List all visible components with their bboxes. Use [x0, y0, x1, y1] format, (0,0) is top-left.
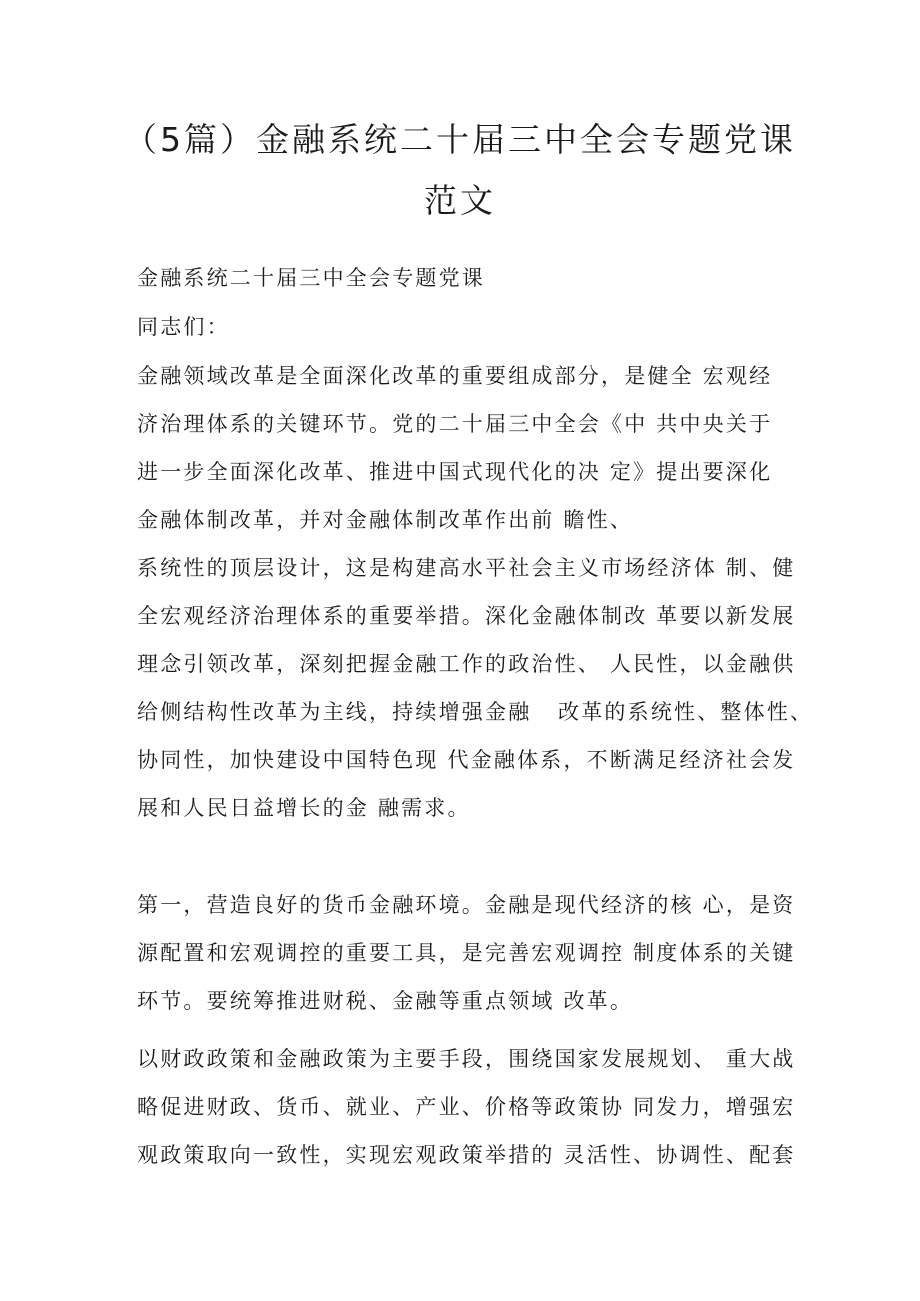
paragraph-3-line-2: 略促进财政、货币、就业、产业、价格等政策协 同发力，增强宏	[137, 1095, 796, 1119]
paragraph-1-line-10: 展和人民日益增长的金 融需求。	[137, 796, 471, 820]
paragraph-3-line-1: 以财政政策和金融政策为主要手段，围绕国家发展规划、 重大战	[137, 1047, 796, 1071]
paragraph-1-line-6: 全宏观经济治理体系的重要举措。深化金融体制改 革要以新发展	[137, 604, 796, 628]
paragraph-1-line-3: 进一步全面深化改革、推进中国式现代化的决 定》提出要深化	[137, 460, 773, 484]
document-subtitle: 金融系统二十届三中全会专题党课	[137, 266, 485, 290]
paragraph-2-line-1: 第一，营造良好的货币金融环境。金融是现代经济的核 心，是资	[137, 893, 796, 917]
paragraph-1-line-1: 金融领域改革是全面深化改革的重要组成部分，是健全 宏观经	[137, 364, 773, 388]
paragraph-3-line-3: 观政策取向一致性，实现宏观政策举措的 灵活性、协调性、配套	[137, 1143, 796, 1167]
paragraph-1-line-7: 理念引领改革，深刻把握金融工作的政治性、 人民性，以金融供	[137, 652, 796, 676]
paragraph-1-line-2: 济治理体系的关键环节。党的二十届三中全会《中 共中央关于	[137, 412, 773, 436]
paragraph-2-line-2: 源配置和宏观调控的重要工具，是完善宏观调控 制度体系的关键	[137, 941, 796, 965]
paragraph-1-line-4: 金融体制改革，并对金融体制改革作出前 瞻性、	[137, 508, 634, 532]
paragraph-1-line-8: 给侧结构性改革为主线，持续增强金融 改革的系统性、整体性、	[137, 700, 814, 724]
greeting: 同志们：	[137, 315, 230, 339]
document-title-line-1: （5篇）金融系统二十届三中全会专题党课	[124, 120, 796, 159]
paragraph-1-line-5: 系统性的顶层设计，这是构建高水平社会主义市场经济体 制、健	[137, 556, 796, 580]
document-title-line-2: 范文	[424, 181, 496, 220]
paragraph-2-line-3: 环节。要统筹推进财税、金融等重点领域 改革。	[137, 989, 634, 1013]
paragraph-1-line-9: 协同性，加快建设中国特色现 代金融体系，不断满足经济社会发	[137, 748, 796, 772]
